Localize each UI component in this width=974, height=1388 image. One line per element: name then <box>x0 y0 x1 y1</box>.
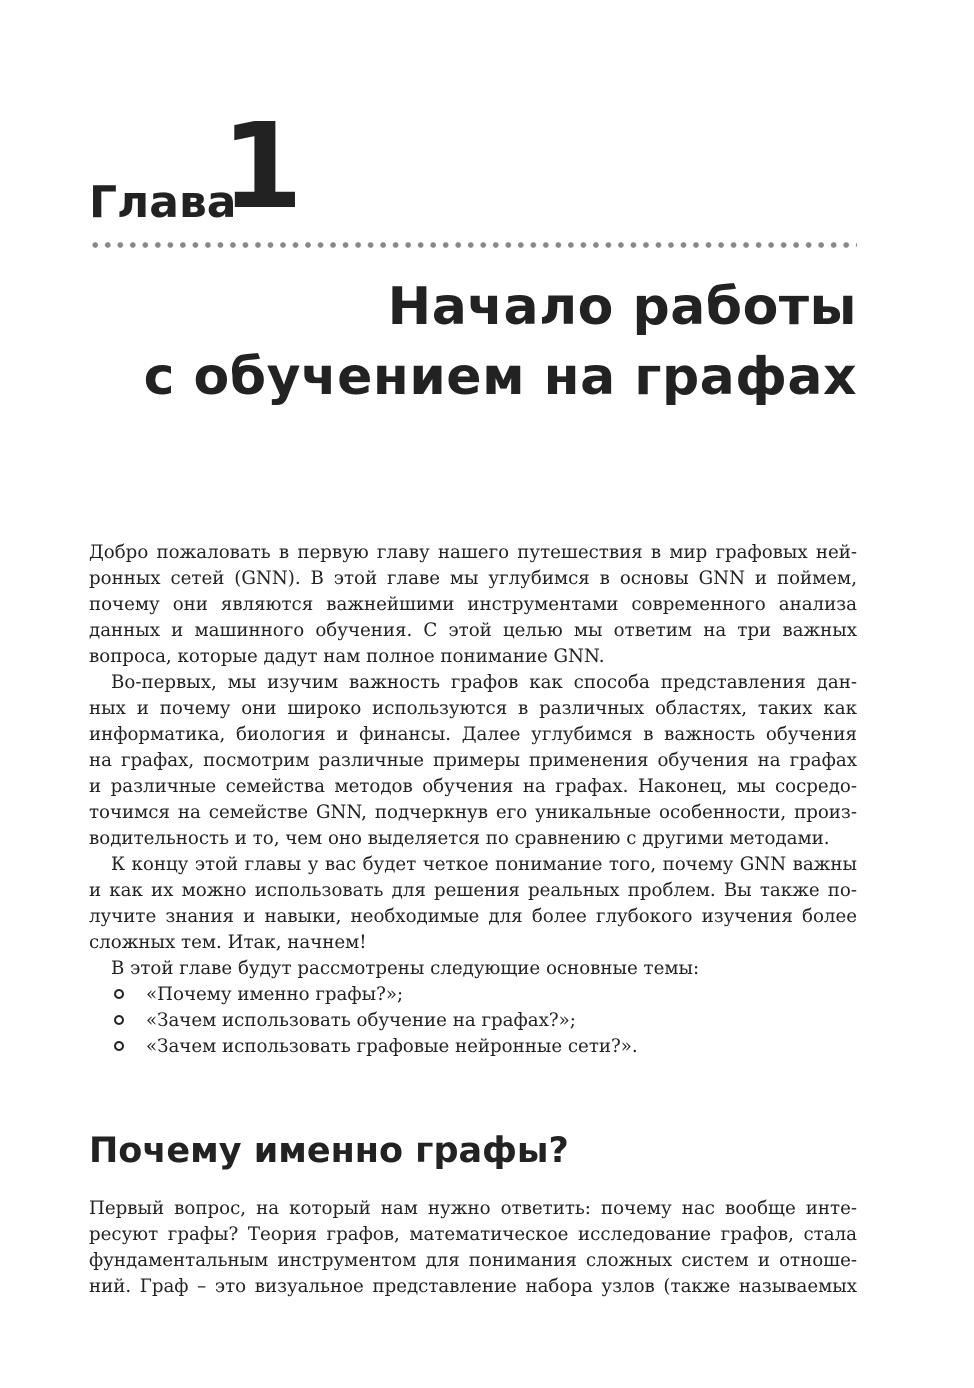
chapter-label: Глава <box>89 177 237 228</box>
intro-paragraph-2 <box>89 670 857 852</box>
chapter-title-line: с обучением на графах <box>143 347 857 407</box>
text-line: лучите знания и навыки, необходимые для более глубокого изучения более <box>89 906 857 927</box>
intro-paragraph-3 <box>89 852 857 956</box>
intro-paragraph-1 <box>89 540 857 670</box>
dotted-divider <box>89 241 857 249</box>
text-line: на графах, посмотрим различные примеры применения обучения на графах <box>89 750 857 771</box>
text-line: Во-первых, мы изучим важность графов как способа представления дан- <box>111 672 857 693</box>
list-item <box>89 982 857 1008</box>
text-line: ронных сетей (GNN). В этой главе мы углубимся в основы GNN и поймем, <box>89 568 857 589</box>
text-line: и как их можно использовать для решения реальных проблем. Вы также по- <box>89 880 857 901</box>
circle-bullet-icon <box>114 1015 124 1025</box>
topics-list <box>89 982 857 1060</box>
chapter-header <box>89 97 857 235</box>
text-line: данных и машинного обучения. С этой целью мы ответим на три важных <box>89 620 857 641</box>
text-line: К концу этой главы у вас будет четкое понимание того, почему GNN важны <box>111 854 857 875</box>
text-line: водительность и то, чем оно выделяется по сравнению с другими методами. <box>89 828 830 849</box>
text-line: ных и почему они широко используются в различных областях, таких как <box>89 698 857 719</box>
topic-label: «Почему именно графы?»; <box>146 984 404 1005</box>
text-line: сложных тем. Итак, начнем! <box>89 932 367 953</box>
text-line: ресуют графы? Теория графов, математическое исследование графов, стала <box>89 1224 857 1245</box>
text-line: точимся на семействе GNN, подчеркнув его уникальные особенности, произ- <box>89 802 857 823</box>
section-body <box>89 1196 857 1300</box>
text-line: ний. Граф – это визуальное представление набора узлов (также называемых <box>89 1276 857 1297</box>
text-line: информатика, биология и финансы. Далее углубимся в важность обучения <box>89 724 857 745</box>
text-line: Первый вопрос, на который нам нужно ответить: почему нас вообще инте- <box>89 1198 857 1219</box>
chapter-number: 1 <box>221 97 304 235</box>
circle-bullet-icon <box>114 1041 124 1051</box>
circle-bullet-icon <box>114 989 124 999</box>
intro-paragraph-4: В этой главе будут рассмотрены следующие основные темы: <box>111 958 700 979</box>
text-line: почему они являются важнейшими инструментами современного анализа <box>89 594 857 615</box>
section-heading: Почему именно графы? <box>89 1131 569 1171</box>
text-line: и различные семейства методов обучения на графах. Наконец, мы сосредо- <box>89 776 857 797</box>
text-line: вопроса, которые дадут нам полное понимание GNN. <box>89 646 605 667</box>
chapter-intro <box>89 540 857 1060</box>
section-paragraph-1 <box>89 1196 857 1300</box>
text-line: фундаментальным инструментом для понимания сложных систем и отноше- <box>89 1250 857 1271</box>
text-line: Добро пожаловать в первую главу нашего путешествия в мир графовых ней- <box>89 542 857 563</box>
chapter-title-line: Начало работы <box>387 277 857 337</box>
topic-label: «Зачем использовать графовые нейронные сети?». <box>146 1036 638 1057</box>
topic-label: «Зачем использовать обучение на графах?»; <box>146 1010 576 1031</box>
list-item <box>89 1008 857 1034</box>
list-item <box>89 1034 857 1060</box>
book-page <box>89 0 857 1388</box>
chapter-title <box>89 272 857 412</box>
